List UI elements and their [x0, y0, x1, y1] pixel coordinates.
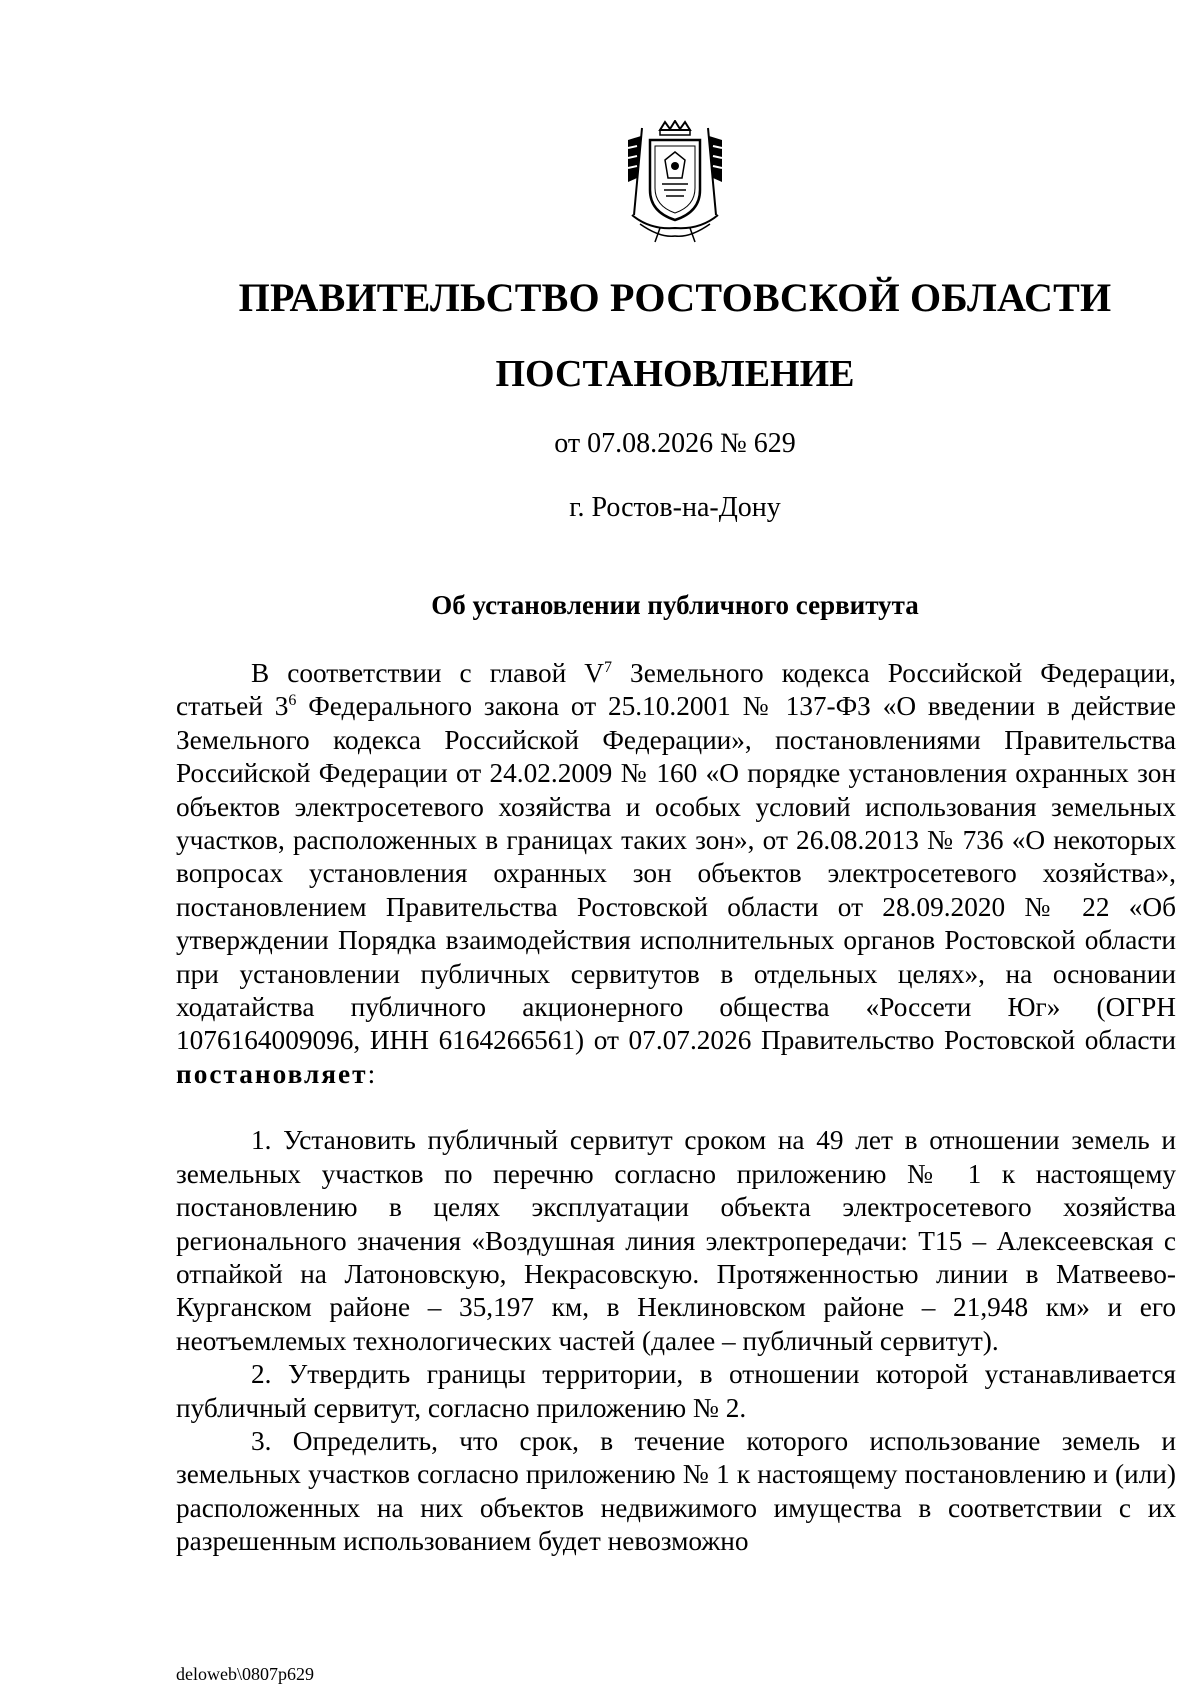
document-type: ПОСТАНОВЛЕНИЕ [495, 353, 855, 395]
document-city: г. Ростов-на-Дону [569, 492, 781, 523]
document-body [176, 657, 1176, 1559]
item-1: 1. Установить публичный сервитут сроком на 49 лет в отношении земель и земельных участков по перечню согласно приложению № 1 к настоящему постановлению в целях эксплуатации объекта электросетевого хозяйства регионального значения «Воздушная линия электропередачи: Т15 – Алексеевская с отпайкой на Латоновскую, Некрасовскую. Протяженностью линии в Матвеево-Курганском районе – 35,197 км, в Неклиновском районе – 21,948 км» и его неотъемлемых технологических частей (далее – публичный сервитут). [176, 1125, 1176, 1356]
resolves-keyword: постановляет [176, 1058, 368, 1089]
document-subject: Об установлении публичного сервитута [431, 590, 919, 620]
footer-doc-code: deloweb\0807p629 [176, 1664, 314, 1684]
coat-of-arms-icon [620, 120, 730, 245]
organization-title: ПРАВИТЕЛЬСТВО РОСТОВСКОЙ ОБЛАСТИ [238, 275, 1112, 320]
document-date-number: от 07.08.2026 № 629 [554, 428, 796, 459]
preamble-paragraph: В соответствии с главой $V^7$ Земельного кодекса Российской Федерации, статьей $3^6$ Федерального закона от 25.10.2001 № 137-ФЗ «О введении в действие Земельного кодекса Российской Федерации», постановлениями Правительства Российской Федерации от 24.02.2009 № 160 «О порядке установления охранных зон объектов электросетевого хозяйства и особых условий использования земельных участков, расположенных в границах таких зон», от 26.08.2013 № 736 «О некоторых вопросах установления охранных зон объектов электросетевого хозяйства», постановлением Правительства Ростовской области от 28.09.2020 № 22 «Об утверждении Порядка взаимодействия исполнительных органов Ростовской области при установлении публичных сервитутов в отдельных целях», на основании ходатайства публичного акционерного общества «Россети Юг» (ОГРН 1076164009096, ИНН 6164266561) от 07.07.2026 Правительство Ростовской области постановляет: [176, 658, 1177, 1089]
item-2: 2. Утвердить границы территории, в отношении которой устанавливается публичный сервитут, согласно приложению № 2. [176, 1359, 1176, 1423]
item-3: 3. Определить, что срок, в течение которого использование земель и земельных участков согласно приложению № 1 к настоящему постановлению и (или) расположенных на них объектов недвижимого имущества в соответствии с их разрешенным использованием будет невозможно [176, 1425, 1176, 1557]
